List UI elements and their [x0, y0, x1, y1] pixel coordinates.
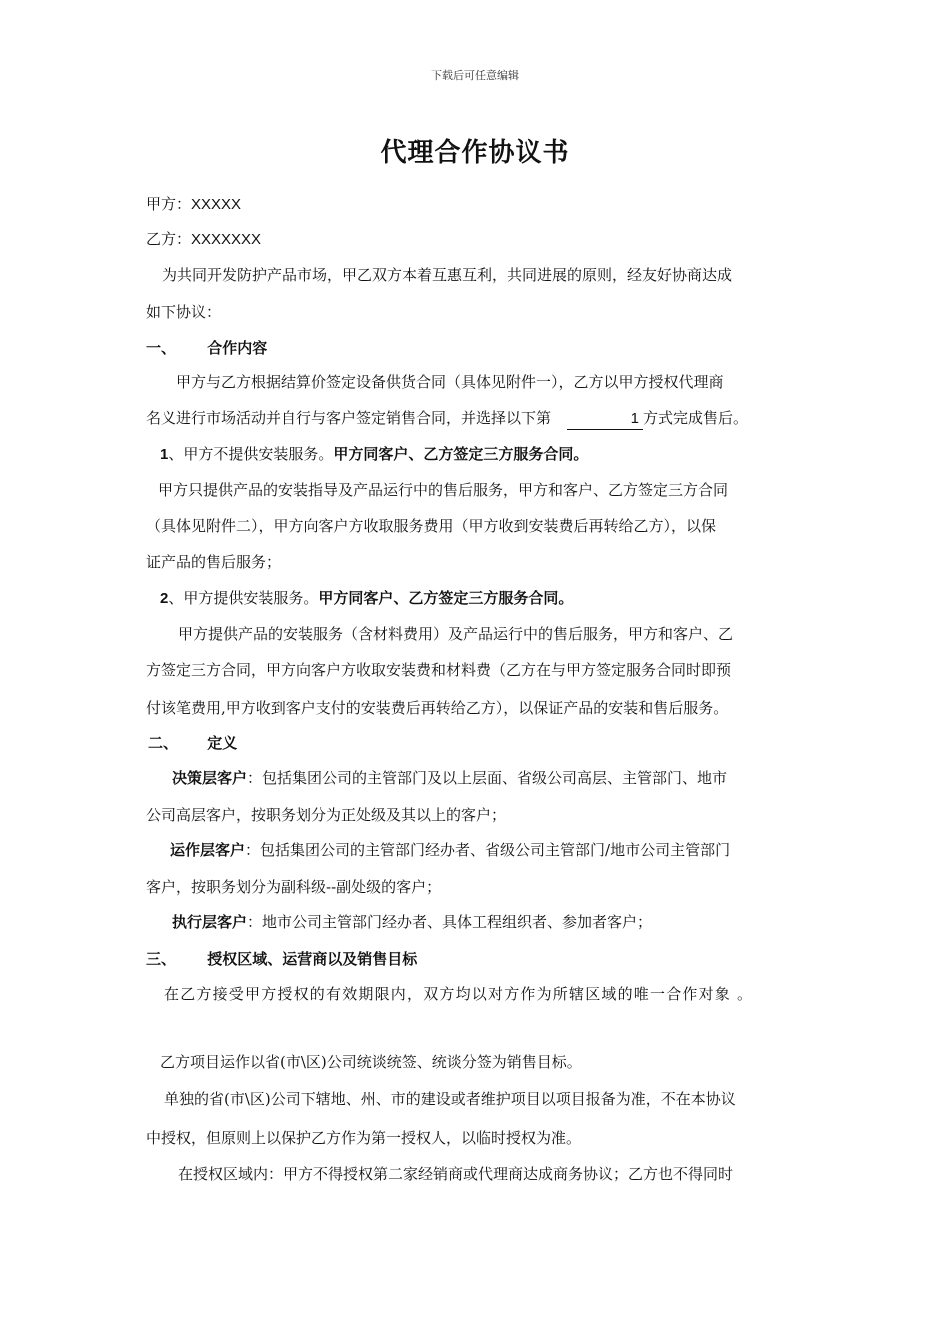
option-bold-text: 甲方同客户、乙方签定三方服务合同。	[318, 589, 574, 607]
intro-line: 如下协议：	[146, 303, 222, 321]
section-heading	[146, 338, 267, 358]
paragraph-line: 客户，按职务划分为副科级--副处级的客户；	[146, 878, 442, 896]
party-a-label: 甲方：	[146, 195, 192, 213]
option-text: 、甲方不提供安装服务。	[168, 445, 334, 463]
paragraph-line: 方签定三方合同，甲方向客户方收取安装费和材料费（乙方在与甲方签定服务合同时即预	[146, 661, 732, 679]
definition-line	[172, 912, 652, 932]
paragraph-line: 公司高层客户，按职务划分为正处级及其以上的客户；	[146, 806, 507, 824]
option-bold-text: 甲方同客户、乙方签定三方服务合同。	[333, 445, 589, 463]
party-a	[146, 194, 241, 215]
option-number: 2	[160, 590, 169, 607]
paragraph-line: 乙方项目运作以省(市\区)公司统谈统签、统谈分签为销售目标。	[160, 1053, 582, 1071]
paragraph-line: 在乙方接受甲方授权的有效期限内，双方均以对方作为所辖区域的唯一合作对象 。	[164, 985, 754, 1003]
section-heading	[146, 949, 417, 969]
paragraph-line: 付该笔费用,甲方收到客户支付的安装费后再转给乙方），以保证产品的安装和售后服务。	[146, 699, 729, 717]
intro-line: 为共同开发防护产品市场，甲乙双方本着互惠互利，共同进展的原则，经友好协商达成	[162, 266, 733, 284]
option-number: 1	[160, 446, 169, 463]
paragraph-line: 甲方与乙方根据结算价签定设备供货合同（具体见附件一），乙方以甲方授权代理商	[176, 373, 724, 391]
party-b-value: XXXXXXX	[191, 231, 262, 248]
definition-term: 执行层客户	[172, 913, 248, 931]
option-text: 、甲方提供安装服务。	[168, 589, 319, 607]
paragraph-line: 甲方只提供产品的安装指导及产品运行中的售后服务，甲方和客户、乙方签定三方合同	[158, 481, 729, 499]
section-number: 一、	[146, 339, 177, 357]
paragraph-line	[146, 408, 748, 430]
definition-text: ：包括集团公司的主管部门及以上层面、省级公司高层、主管部门、地市	[247, 769, 728, 787]
paragraph-text: 方式完成售后。	[643, 409, 749, 427]
definition-line	[172, 768, 727, 788]
fill-in-blank: 1	[567, 409, 643, 430]
paragraph-line: （具体见附件二），甲方向客户方收取服务费用（甲方收到安装费后再转给乙方），以保	[146, 517, 717, 535]
section-number: 三、	[146, 950, 177, 968]
party-b-label: 乙方：	[146, 230, 192, 248]
page-header: 下载后可任意编辑	[431, 69, 519, 82]
paragraph-line: 在授权区域内：甲方不得授权第二家经销商或代理商达成商务协议；乙方也不得同时	[178, 1165, 734, 1183]
paragraph-text: 名义进行市场活动并自行与客户签定销售合同，并选择以下第	[146, 409, 552, 427]
party-a-value: XXXXX	[191, 196, 242, 213]
definition-term: 运作层客户	[170, 841, 246, 859]
section-title: 定义	[207, 734, 238, 752]
definition-line	[170, 840, 730, 860]
definition-text: ：包括集团公司的主管部门经办者、省级公司主管部门/地市公司主管部门	[245, 841, 731, 859]
section-title: 授权区域、运营商以及销售目标	[207, 950, 418, 968]
option-1-heading	[160, 444, 588, 465]
party-b	[146, 229, 261, 250]
paragraph-line: 甲方提供产品的安装服务（含材料费用）及产品运行中的售后服务，甲方和客户、乙	[178, 625, 734, 643]
option-2-heading	[160, 588, 573, 609]
paragraph-line: 中授权，但原则上以保护乙方作为第一授权人，以临时授权为准。	[146, 1129, 582, 1147]
section-number: 二、	[148, 734, 179, 752]
document-title: 代理合作协议书	[380, 138, 570, 168]
section-title: 合作内容	[207, 339, 268, 357]
section-heading	[148, 733, 237, 753]
definition-text: ：地市公司主管部门经办者、具体工程组织者、参加者客户；	[247, 913, 653, 931]
paragraph-line: 单独的省(市\区)公司下辖地、州、市的建设或者维护项目以项目报备为准，不在本协议	[164, 1090, 736, 1108]
paragraph-line: 证产品的售后服务；	[146, 553, 282, 571]
definition-term: 决策层客户	[172, 769, 248, 787]
